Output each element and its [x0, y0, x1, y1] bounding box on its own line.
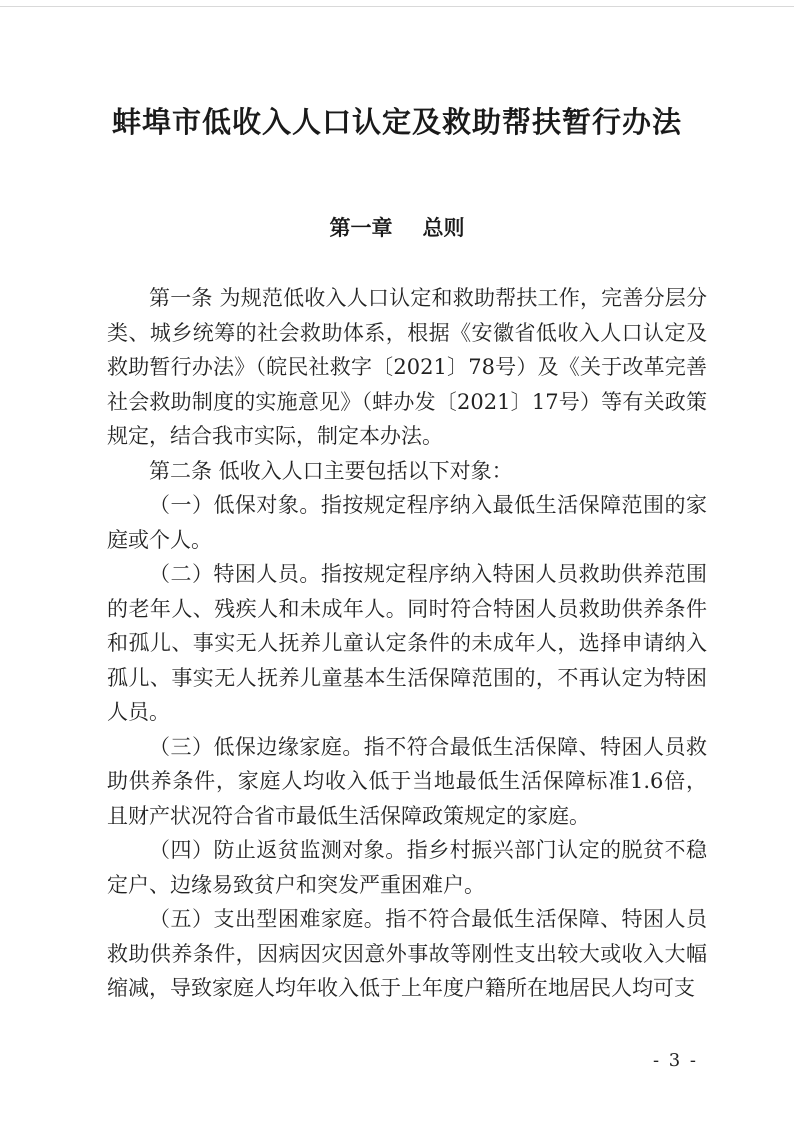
article-2-paragraph: 第二条 低收入人口主要包括以下对象：: [149, 458, 513, 483]
item-1-paragraph: （一）低保对象。指按规定程序纳入最低生活保障范围的家庭或个人。: [107, 493, 707, 552]
article-1-paragraph: 第一条 为规范低收入人口认定和救助帮扶工作，完善分层分类、城乡统筹的社会救助体系，根据《安徽省低收入人口认定及救助暂行办法》（皖民社救字〔2021〕78号）及《关于改革完善社会救助制度的实施意见》（蚌办发〔2021〕17号）等有关政策规定，结合我市实际，制定本办法。: [107, 286, 707, 448]
chapter-name: 总则: [422, 216, 465, 240]
chapter-number: 第一章: [329, 216, 393, 240]
page-number: - 3 -: [652, 1050, 698, 1071]
top-rule: [0, 6, 794, 7]
document-title: 蚌埠市低收入人口认定及救助帮扶暂行办法: [111, 105, 682, 139]
item-2-paragraph: （二）特困人员。指按规定程序纳入特困人员救助供养范围的老年人、残疾人和未成年人。同时符合特困人员救助供养条件和孤儿、事实无人抚养儿童认定条件的未成年人，选择申请纳入孤儿、事实无人抚养儿童基本生活保障范围的，不再认定为特困人员。: [107, 562, 707, 724]
item-5-paragraph: （五）支出型困难家庭。指不符合最低生活保障、特困人员救助供养条件，因病因灾因意外事故等刚性支出较大或收入大幅缩减，导致家庭人均年收入低于上年度户籍所在地居民人均可支: [107, 907, 707, 1000]
chapter-heading: [0, 212, 794, 242]
item-4-paragraph: （四）防止返贫监测对象。指乡村振兴部门认定的脱贫不稳定户、边缘易致贫户和突发严重困难户。: [107, 838, 707, 897]
item-3-paragraph: （三）低保边缘家庭。指不符合最低生活保障、特困人员救助供养条件，家庭人均收入低于当地最低生活保障标准1.6倍，且财产状况符合省市最低生活保障政策规定的家庭。: [107, 734, 707, 828]
body-text: [107, 281, 707, 1006]
